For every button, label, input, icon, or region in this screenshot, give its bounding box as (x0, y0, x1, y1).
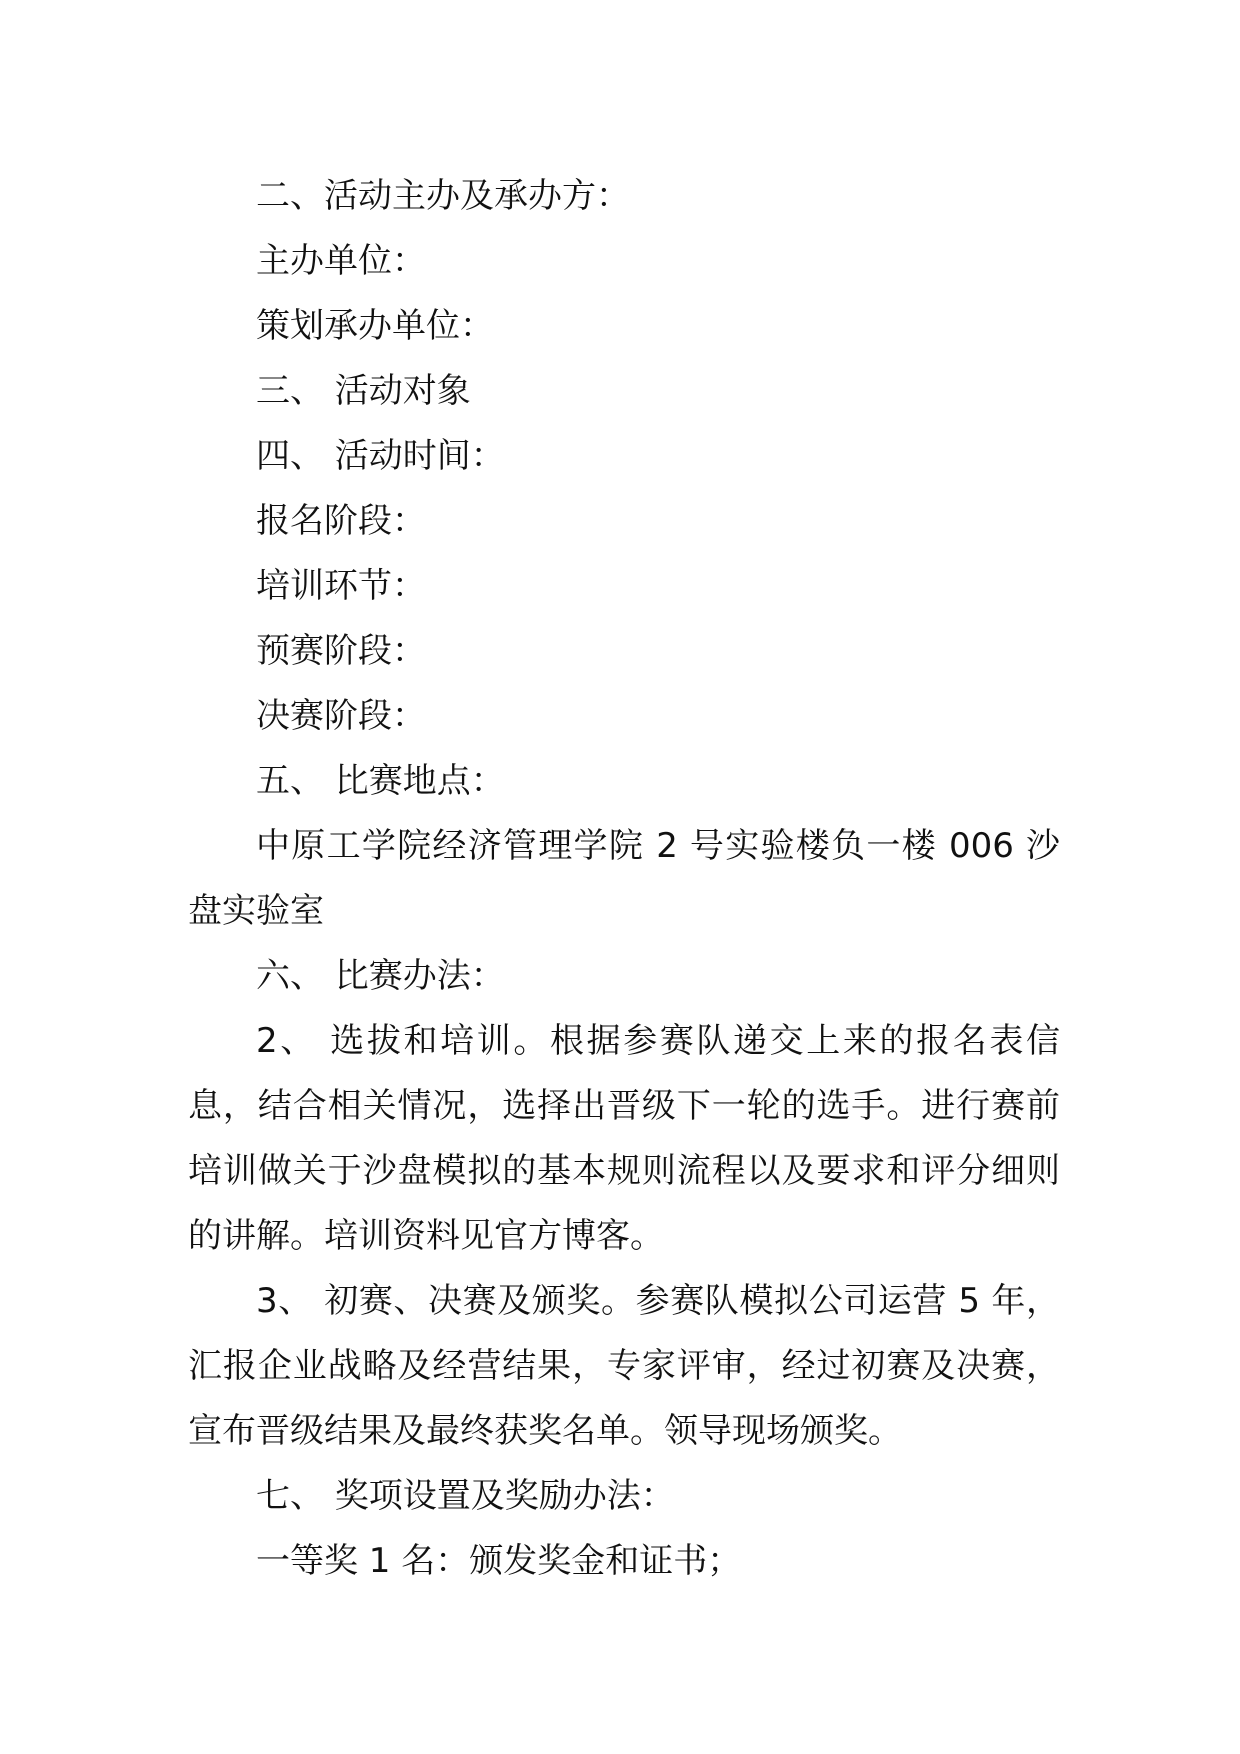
first-prize-line: 一等奖 1 名：颁发奖金和证书； (256, 1541, 742, 1581)
document-body (188, 164, 1060, 1594)
section-heading-awards: 七、 奖项设置及奖励办法： (256, 1476, 675, 1516)
registration-stage-line: 报名阶段： (256, 501, 426, 541)
section-heading-organizers: 二、活动主办及承办方： (256, 176, 630, 216)
method-item-competition-awards: 3、 初赛、决赛及颁奖。参赛队模拟公司运营 5 年，汇报企业战略及经营结果，专家评审，经过初赛及决赛，宣布晋级结果及最终获奖名单。领导现场颁奖。 (188, 1281, 1060, 1451)
section-heading-time: 四、 活动时间： (256, 436, 505, 476)
co-organizer-line: 策划承办单位： (256, 306, 494, 346)
section-heading-method: 六、 比赛办法： (256, 956, 505, 996)
training-stage-line: 培训环节： (256, 566, 426, 606)
preliminary-stage-line: 预赛阶段： (256, 631, 426, 671)
venue-address: 中原工学院经济管理学院 2 号实验楼负一楼 006 沙盘实验室 (188, 826, 1060, 931)
section-heading-venue: 五、 比赛地点： (256, 761, 505, 801)
method-item-selection-training: 2、 选拔和培训。根据参赛队递交上来的报名表信息，结合相关情况，选择出晋级下一轮的选手。进行赛前培训做关于沙盘模拟的基本规则流程以及要求和评分细则的讲解。培训资料见官方博客。 (188, 1021, 1060, 1256)
final-stage-line: 决赛阶段： (256, 696, 426, 736)
host-unit-line: 主办单位： (256, 241, 426, 281)
section-heading-audience: 三、 活动对象 (256, 371, 471, 411)
